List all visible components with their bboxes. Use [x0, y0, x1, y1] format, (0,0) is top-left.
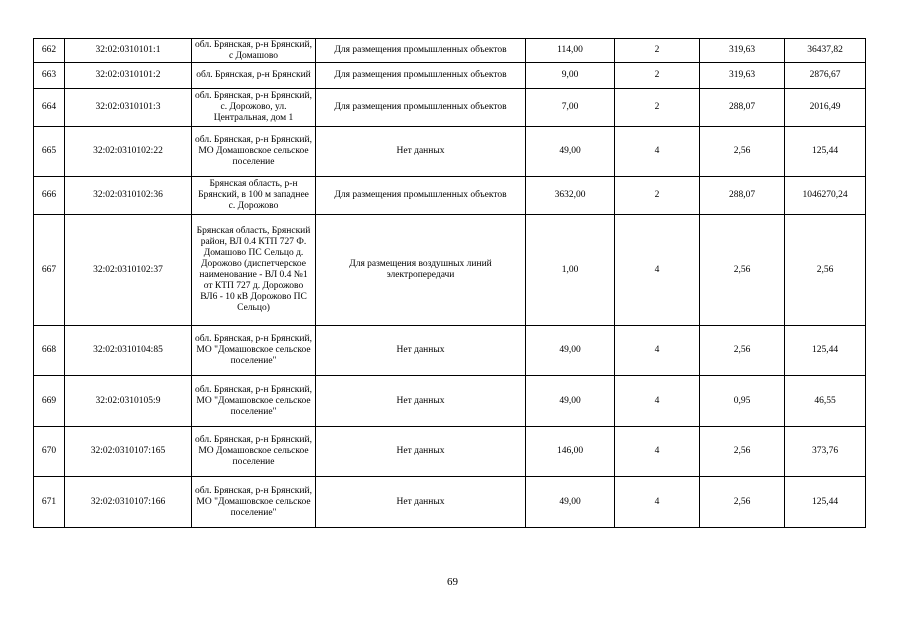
land-use-cell: Для размещения воздушных линий электропередачи [316, 215, 526, 326]
cadastral-number: 32:02:0310102:36 [65, 177, 192, 215]
land-use-cell: Нет данных [316, 127, 526, 177]
cadastral-number: 32:02:0310101:3 [65, 89, 192, 127]
land-use-cell: Нет данных [316, 477, 526, 528]
value-cell: 125,44 [785, 326, 866, 376]
address-cell: Брянская область, р-н Брянский, в 100 м западнее с. Дорожово [192, 177, 316, 215]
value-cell: 2876,67 [785, 63, 866, 89]
row-number: 663 [34, 63, 65, 89]
table-row [34, 39, 866, 63]
group-cell: 2 [615, 89, 700, 127]
table-row [34, 89, 866, 127]
row-number: 662 [34, 39, 65, 63]
cadastral-number: 32:02:0310107:165 [65, 427, 192, 477]
row-number: 669 [34, 376, 65, 427]
address-cell: обл. Брянская, р-н Брянский, МО "Домашовское сельское поселение" [192, 477, 316, 528]
table-row [34, 127, 866, 177]
land-use-cell: Нет данных [316, 427, 526, 477]
rate-cell: 288,07 [700, 89, 785, 127]
address-cell: обл. Брянская, р-н Брянский [192, 63, 316, 89]
land-use-cell: Нет данных [316, 376, 526, 427]
row-number: 670 [34, 427, 65, 477]
area-cell: 49,00 [526, 477, 615, 528]
table-row [34, 215, 866, 326]
area-cell: 114,00 [526, 39, 615, 63]
value-cell: 125,44 [785, 127, 866, 177]
table-row [34, 326, 866, 376]
value-cell: 1046270,24 [785, 177, 866, 215]
group-cell: 4 [615, 477, 700, 528]
land-use-cell: Для размещения промышленных объектов [316, 39, 526, 63]
row-number: 664 [34, 89, 65, 127]
group-cell: 4 [615, 326, 700, 376]
group-cell: 2 [615, 63, 700, 89]
value-cell: 2016,49 [785, 89, 866, 127]
cadastral-number: 32:02:0310102:37 [65, 215, 192, 326]
group-cell: 2 [615, 177, 700, 215]
area-cell: 49,00 [526, 127, 615, 177]
group-cell: 2 [615, 39, 700, 63]
row-number: 667 [34, 215, 65, 326]
rate-cell: 319,63 [700, 63, 785, 89]
value-cell: 36437,82 [785, 39, 866, 63]
area-cell: 9,00 [526, 63, 615, 89]
land-use-cell: Нет данных [316, 326, 526, 376]
value-cell: 46,55 [785, 376, 866, 427]
cadastral-number: 32:02:0310105:9 [65, 376, 192, 427]
row-number: 671 [34, 477, 65, 528]
group-cell: 4 [615, 376, 700, 427]
value-cell: 125,44 [785, 477, 866, 528]
table-row [34, 477, 866, 528]
rate-cell: 288,07 [700, 177, 785, 215]
rate-cell: 0,95 [700, 376, 785, 427]
rate-cell: 2,56 [700, 427, 785, 477]
area-cell: 3632,00 [526, 177, 615, 215]
group-cell: 4 [615, 215, 700, 326]
rate-cell: 2,56 [700, 215, 785, 326]
land-use-cell: Для размещения промышленных объектов [316, 63, 526, 89]
rate-cell: 2,56 [700, 127, 785, 177]
land-use-cell: Для размещения промышленных объектов [316, 177, 526, 215]
group-cell: 4 [615, 427, 700, 477]
address-cell: обл. Брянская, р-н Брянский, с Домашово [192, 39, 316, 63]
address-cell: обл. Брянская, р-н Брянский, МО Домашовское сельское поселение [192, 427, 316, 477]
table-row [34, 376, 866, 427]
group-cell: 4 [615, 127, 700, 177]
cadastral-number: 32:02:0310101:2 [65, 63, 192, 89]
cadastral-number: 32:02:0310104:85 [65, 326, 192, 376]
cadastral-number: 32:02:0310102:22 [65, 127, 192, 177]
value-cell: 2,56 [785, 215, 866, 326]
address-cell: обл. Брянская, р-н Брянский, с. Дорожово, ул. Центральная, дом 1 [192, 89, 316, 127]
row-number: 668 [34, 326, 65, 376]
table-row [34, 177, 866, 215]
cadastral-number: 32:02:0310107:166 [65, 477, 192, 528]
land-use-cell: Для размещения промышленных объектов [316, 89, 526, 127]
area-cell: 49,00 [526, 326, 615, 376]
value-cell: 373,76 [785, 427, 866, 477]
area-cell: 49,00 [526, 376, 615, 427]
row-number: 666 [34, 177, 65, 215]
table-row [34, 63, 866, 89]
cadastral-value-table [33, 38, 866, 528]
address-cell: обл. Брянская, р-н Брянский, МО "Домашовское сельское поселение" [192, 326, 316, 376]
table-row [34, 427, 866, 477]
address-cell: Брянская область, Брянский район, ВЛ 0.4 КТП 727 Ф. Домашово ПС Сельцо д. Дорожово (диспетчерское наименование - ВЛ 0.4 №1 от КТП 727 д. Дорожово ВЛ6 - 10 кВ Дорожово ПС Сельцо) [192, 215, 316, 326]
area-cell: 7,00 [526, 89, 615, 127]
rate-cell: 2,56 [700, 477, 785, 528]
area-cell: 1,00 [526, 215, 615, 326]
row-number: 665 [34, 127, 65, 177]
address-cell: обл. Брянская, р-н Брянский, МО Домашовское сельское поселение [192, 127, 316, 177]
address-cell: обл. Брянская, р-н Брянский, МО "Домашовское сельское поселение" [192, 376, 316, 427]
area-cell: 146,00 [526, 427, 615, 477]
rate-cell: 2,56 [700, 326, 785, 376]
page-number: 69 [447, 576, 458, 588]
cadastral-number: 32:02:0310101:1 [65, 39, 192, 63]
rate-cell: 319,63 [700, 39, 785, 63]
